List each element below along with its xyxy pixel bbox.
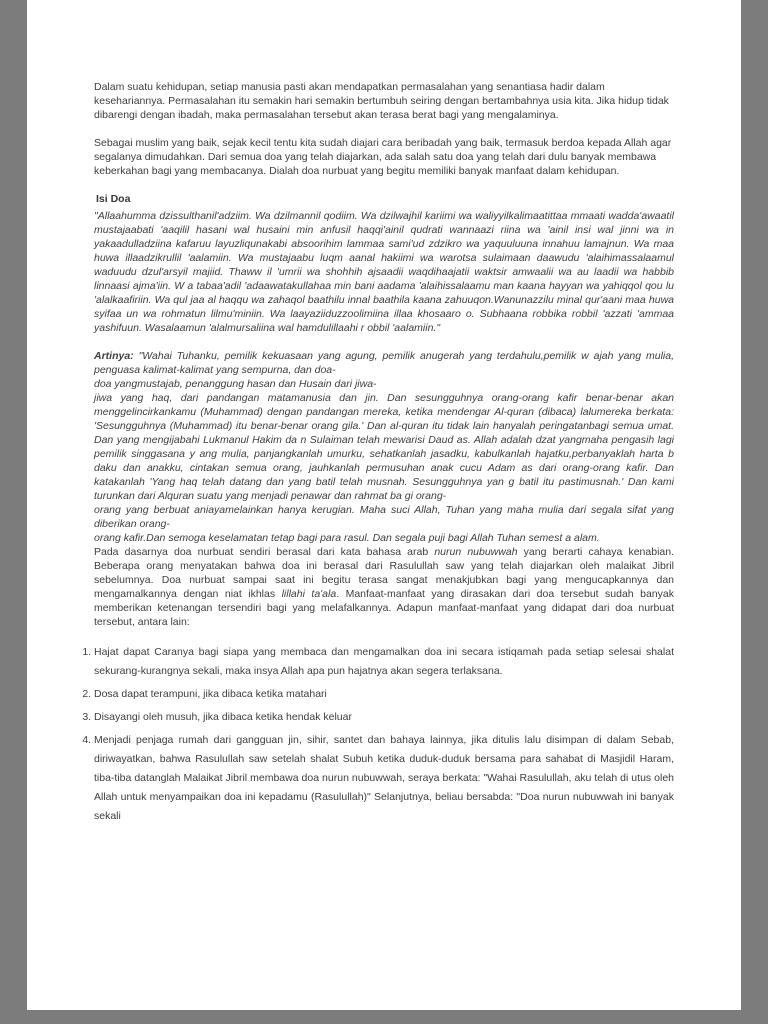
translation-line-2: doa yangmustajab, penanggung hasan dan Husain dari jiwa-	[94, 378, 377, 390]
translation-line-4: orang yang berbuat aniayamelainkan hanya kerugian. Maha suci Allah, Tuhan yang maha mulia dari segala sifat yang diberikan orang-	[94, 504, 674, 530]
section-heading-isi-doa: Isi Doa	[96, 193, 131, 205]
translation-paragraph	[94, 349, 674, 545]
artinya-label: Artinya:	[94, 350, 139, 362]
origin-italic-term-1: nurun nubuwwah	[434, 546, 518, 558]
benefit-item-1: 1. Hajat dapat Caranya bagi siapa yang membaca dan mengamalkan doa ini secara istiqamah pada setiap selesai shalat sekurang-kurangnya sekali, maka insya Allah apa pun hajatnya akan segera terlaksana.	[94, 643, 674, 681]
benefits-list	[68, 643, 674, 826]
benefit-item-3: 3. Disayangi oleh musuh, jika dibaca ketika hendak keluar	[94, 708, 674, 727]
document-page	[27, 0, 741, 1010]
translation-line-3: jiwa yang haq, dari pandangan matamanusia dan jin. Dan sesungguhnya orang-orang kafir benar-benar akan menggelincirkankamu (Muhammad) dengan pandangan mereka, ketika mendengar Al-quran (dibaca) lalumereka berkata: 'Sesungguhnya (Muhammad) itu benar-benar orang gila.' Dan al-quran itu tidak lain hanyalah peringatanbagi semua umat. Dan yang mengijabahi Lukmanul Hakim da n Sulaiman telah mewarisi Daud as. Allah adalah dzat yangmaha pengasih lagi pemilik singgasana y ang mulia, panjangkanlah umurku, sehatkanlah jasadku, kabulkanlah hajatku,perbanyaklah harta b daku dan anakku, cintakan semua orang, jauhkanlah permusuhan anak cucu Adam as dari orang-orang kafir. Dan katakanlah 'Yang haq telah datang dan yang batil telah musnah. Sesungguhnya yan g batil itu pastimusnah.' Dan kami turunkan dari Alquran suatu yang menjadi penawar dan rahmat ba gi orang-	[94, 392, 674, 502]
doa-transliteration-text: "Allaahumma dzissulthanil'adziim. Wa dzilmannil qodiim. Wa dzilwajhil kariimi wa waliyyilkalimaatittaa mmaati wadda'awaatil mustajaabati 'aaqilil hasani wal husaini min anfusil haqqi'ainil qudrati wannaazi riina wa 'ainil insi wal jinni wa in yakaadulladziina kafaruu layuzliqunakabi absoorihim lammaa sami'ud zdzikro wa yaquuluuna innahuu lamajnun. Wa maa huwa illaadzikrullil 'aalamiin. Wa mustajaabu luqm aanal hakiimi wa warotsa sulaimaan daawudu 'alaihimassalaamul waduudu dzul'arsyil majiid. Thaww il 'umrii wa shohhih ajsaadii waqdihaajatii waktsir amwaalii wa au laadii wa habbib linnaasi ajma'iin. W a tabaa'adil 'adaawatakullahaa min bani aadama 'alaihissalaamu man kaana hayyan wa yahiqqol qou lu 'alalkaafiriin. Wa qul jaa al haqqu wa zahaqol baathilu innal baathila kaana zahuuqon.Wanunazzilu minal qur'aani maa huwa syifaa un wa rohmatun lilmu'miniin. Wa laayaziiduzzoolimiina illaa khosaaro o. Subhaana robbika robbil 'azzati 'ammaa yashifuun. Wasalaamun 'alalmursaliina wal hamdulillaahi r obbil 'aalamiin."	[94, 210, 674, 334]
origin-text-2: yang berarti cahaya kenabian. Beberapa orang menyatakan bahwa doa ini berasal dari Rasulullah saw yang telah diajarkan oleh malaikat Jibril sebelumnya. Doa nurbuat sampai saat ini begitu terasa sangat menakjubkan bagi yang mengucapkannya dan mengamalkannya dengan niat ikhlas	[94, 546, 674, 600]
translation-line-1: "Wahai Tuhanku, pemilik kekuasaan yang agung, pemilik anugerah yang terdahulu,pemilik w ajah yang mulia, penguasa kalimat-kalimat yang sempurna, dan doa-	[94, 350, 674, 376]
benefit-item-2: 2. Dosa dapat terampuni, jika dibaca ketika matahari	[94, 685, 674, 704]
benefit-item-4: 4. Menjadi penjaga rumah dari gangguan jin, sihir, santet dan bahaya lainnya, jika ditulis lalu disimpan di dalam Sebab, diriwayatkan, bahwa Rasulullah saw setelah shalat Subuh ketika duduk-duduk bersama para sahabat di Masjidil Haram, tiba-tiba datanglah Malaikat Jibril membawa doa nurun nubuwwah, seraya berkata: "Wahai Rasulullah, aku telah di utus oleh Allah untuk menyampaikan doa ini kepadamu (Rasulullah)" Selanjutnya, beliau bersabda: "Doa nurun nubuwwah ini banyak sekali	[94, 731, 674, 826]
paragraph-intro-2: Sebagai muslim yang baik, sejak kecil tentu kita sudah diajari cara beribadah yang baik, termasuk berdoa kepada Allah agar segalanya dimudahkan. Dari semua doa yang telah diajarkan, ada salah satu doa yang telah dari dulu banyak membawa keberkahan bagi yang membacanya. Dialah doa nurbuat yang begitu memiliki banyak manfaat dalam kehidupan.	[94, 137, 672, 177]
origin-text-3: . Manfaat-manfaat yang dirasakan dari doa tersebut sudah banyak memberikan ketenangan tersendiri bagi yang melafalkannya. Adapun manfaat-manfaat yang didapat dari doa nurbuat tersebut, antara lain:	[94, 588, 674, 628]
translation-line-5: orang kafir.Dan semoga keselamatan tetap bagi para rasul. Dan segala puji bagi Allah Tuhan semest a alam.	[94, 532, 600, 544]
origin-italic-term-2: lillahi ta'ala	[281, 588, 337, 600]
paragraph-origin	[94, 545, 674, 629]
origin-text-1: Pada dasarnya doa nurbuat sendiri berasal dari kata bahasa arab	[94, 546, 435, 558]
paragraph-intro-1: Dalam suatu kehidupan, setiap manusia pasti akan mendapatkan permasalahan yang senantiasa hadir dalam kesehariannya. Permasalahan itu semakin hari semakin bertumbuh seiring dengan bertambahnya usia kita. Jika hidup tidak dibarengi dengan ibadah, maka permasalahan tersebut akan terasa berat bagi yang mengalaminya.	[94, 81, 669, 121]
